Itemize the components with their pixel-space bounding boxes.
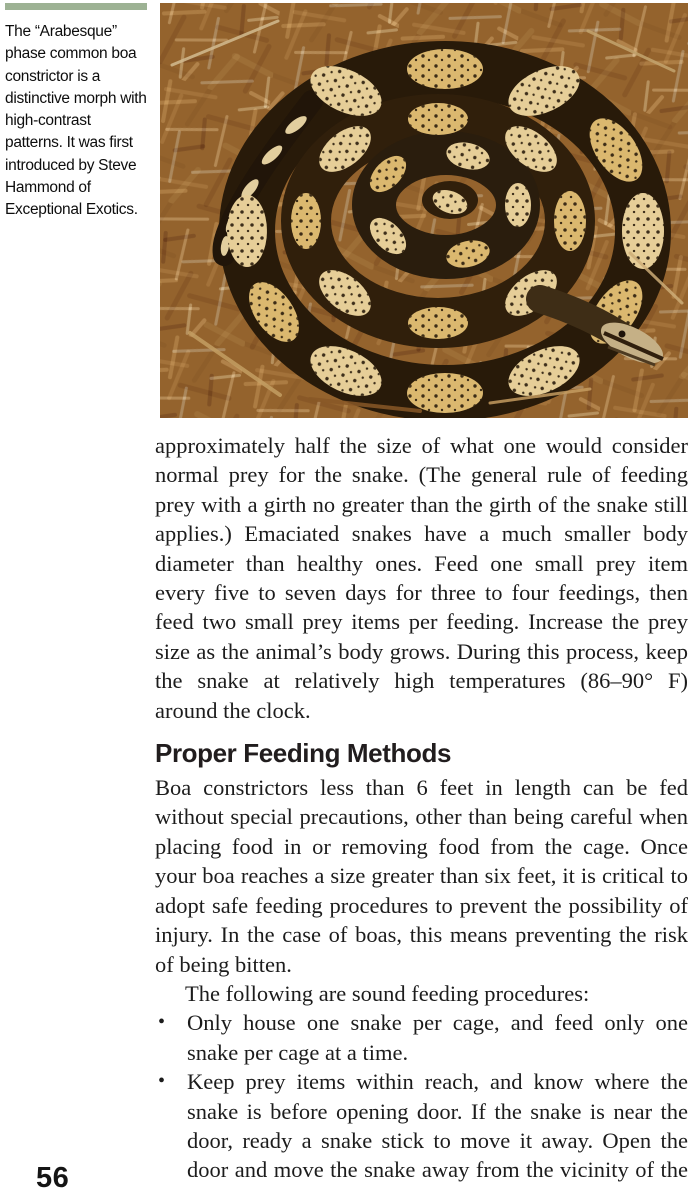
feeding-procedures-list xyxy=(155,1008,688,1184)
paragraph-lead-in: The following are sound feeding procedures: xyxy=(185,980,590,1006)
paragraph-feeding: Boa constrictors less than 6 feet in length can be fed without special precautions, other than being careful when placing food in or removing food from the cage. Once your boa reaches a size greater than six feet, it is critical to adopt safe feeding procedures to prevent the possibility of injury. In the case of boas, this means preventing the risk of being bitten. xyxy=(155,775,688,977)
list-item-text: Keep prey items within reach, and know where the snake is before opening door. If the snake is near the door, ready a snake stick to move it away. Open the door and move the snake away from the vicinity of the xyxy=(187,1069,688,1183)
list-item-text: Only house one snake per cage, and feed only one snake per cage at a time. xyxy=(187,1010,688,1065)
boa-photo xyxy=(160,3,688,418)
photo-caption xyxy=(5,3,147,222)
caption-rule xyxy=(5,3,147,10)
paragraph-continuation: approximately half the size of what one would consider normal prey for the snake. (The general rule of feeding prey with a girth no greater than the girth of the snake still applies.) Emaciated snakes have a much smaller body diameter than healthy ones. Feed one small prey item every five to seven days for three to four feedings, then feed two small prey items per feeding. Increase the prey size as the animal’s body grows. During this process, keep the snake at relatively high temperatures (86–90° F) around the clock. xyxy=(155,433,688,723)
boa-photo-illustration xyxy=(160,3,688,418)
caption-text: The “Arabesque” phase common boa constrictor is a distinctive morph with high-contrast patterns. It was first introduced by Steve Hammond of Exceptional Exotics. xyxy=(5,23,147,219)
page-number: 56 xyxy=(36,1162,70,1194)
section-heading: Proper Feeding Methods xyxy=(155,738,452,769)
list-item xyxy=(155,1067,688,1185)
bullet-icon: • xyxy=(158,1070,166,1093)
bullet-icon: • xyxy=(158,1011,166,1034)
list-item xyxy=(155,1008,688,1067)
article-column xyxy=(155,431,688,1185)
